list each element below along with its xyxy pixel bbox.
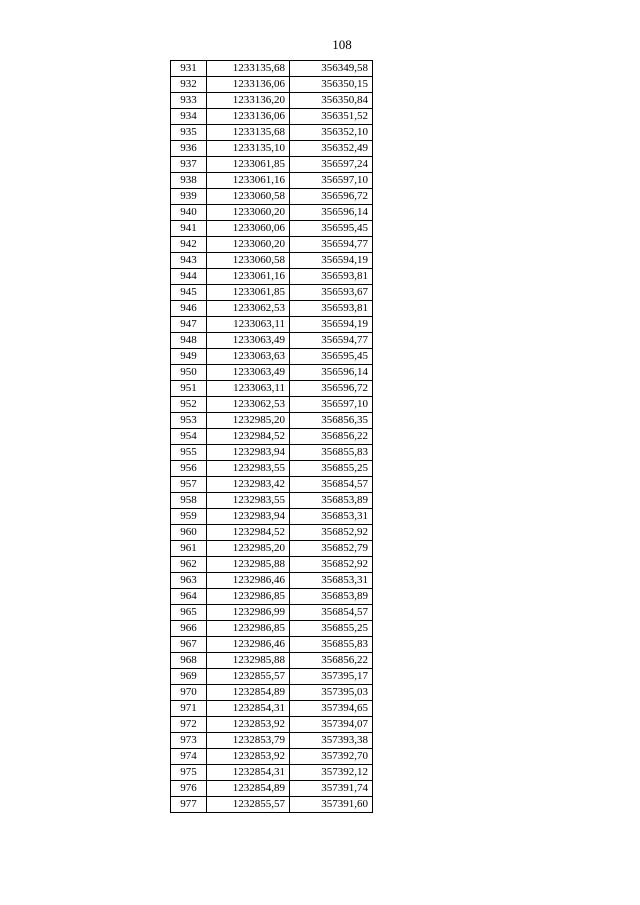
x-coordinate-cell: 1232853,92 xyxy=(207,749,290,765)
point-number-cell: 960 xyxy=(171,525,207,541)
table-row xyxy=(171,125,373,141)
y-coordinate-cell: 356596,14 xyxy=(290,205,373,221)
y-coordinate-cell: 356856,22 xyxy=(290,653,373,669)
point-number-cell: 968 xyxy=(171,653,207,669)
point-number-cell: 940 xyxy=(171,205,207,221)
x-coordinate-cell: 1232983,94 xyxy=(207,445,290,461)
y-coordinate-cell: 356856,22 xyxy=(290,429,373,445)
x-coordinate-cell: 1233060,58 xyxy=(207,189,290,205)
table-row xyxy=(171,269,373,285)
table-row xyxy=(171,477,373,493)
y-coordinate-cell: 356349,58 xyxy=(290,61,373,77)
x-coordinate-cell: 1233061,16 xyxy=(207,173,290,189)
table-row xyxy=(171,61,373,77)
table-row xyxy=(171,205,373,221)
point-number-cell: 969 xyxy=(171,669,207,685)
x-coordinate-cell: 1233135,10 xyxy=(207,141,290,157)
table-row xyxy=(171,653,373,669)
y-coordinate-cell: 356852,92 xyxy=(290,525,373,541)
table-row xyxy=(171,749,373,765)
table-row xyxy=(171,733,373,749)
y-coordinate-cell: 357392,70 xyxy=(290,749,373,765)
point-number-cell: 976 xyxy=(171,781,207,797)
table-row xyxy=(171,525,373,541)
x-coordinate-cell: 1232986,46 xyxy=(207,637,290,653)
x-coordinate-cell: 1232855,57 xyxy=(207,669,290,685)
x-coordinate-cell: 1233063,49 xyxy=(207,333,290,349)
x-coordinate-cell: 1232986,46 xyxy=(207,573,290,589)
y-coordinate-cell: 356853,89 xyxy=(290,589,373,605)
table-row xyxy=(171,285,373,301)
point-number-cell: 970 xyxy=(171,685,207,701)
y-coordinate-cell: 356597,10 xyxy=(290,397,373,413)
y-coordinate-cell: 356853,31 xyxy=(290,573,373,589)
x-coordinate-cell: 1233063,11 xyxy=(207,317,290,333)
y-coordinate-cell: 356855,83 xyxy=(290,445,373,461)
x-coordinate-cell: 1233060,06 xyxy=(207,221,290,237)
table-row xyxy=(171,765,373,781)
x-coordinate-cell: 1233062,53 xyxy=(207,397,290,413)
y-coordinate-cell: 356855,83 xyxy=(290,637,373,653)
table-row xyxy=(171,605,373,621)
point-number-cell: 965 xyxy=(171,605,207,621)
x-coordinate-cell: 1233135,68 xyxy=(207,61,290,77)
point-number-cell: 939 xyxy=(171,189,207,205)
point-number-cell: 972 xyxy=(171,717,207,733)
point-number-cell: 942 xyxy=(171,237,207,253)
point-number-cell: 947 xyxy=(171,317,207,333)
table-row xyxy=(171,445,373,461)
table-row xyxy=(171,173,373,189)
point-number-cell: 944 xyxy=(171,269,207,285)
y-coordinate-cell: 357392,12 xyxy=(290,765,373,781)
point-number-cell: 934 xyxy=(171,109,207,125)
table-row xyxy=(171,77,373,93)
point-number-cell: 962 xyxy=(171,557,207,573)
x-coordinate-cell: 1232984,52 xyxy=(207,525,290,541)
x-coordinate-cell: 1233136,20 xyxy=(207,93,290,109)
x-coordinate-cell: 1232986,85 xyxy=(207,589,290,605)
point-number-cell: 933 xyxy=(171,93,207,109)
point-number-cell: 974 xyxy=(171,749,207,765)
point-number-cell: 949 xyxy=(171,349,207,365)
table-row xyxy=(171,589,373,605)
y-coordinate-cell: 356855,25 xyxy=(290,461,373,477)
point-number-cell: 964 xyxy=(171,589,207,605)
y-coordinate-cell: 356596,72 xyxy=(290,189,373,205)
table-row xyxy=(171,509,373,525)
x-coordinate-cell: 1233062,53 xyxy=(207,301,290,317)
point-number-cell: 956 xyxy=(171,461,207,477)
y-coordinate-cell: 356595,45 xyxy=(290,221,373,237)
y-coordinate-cell: 356854,57 xyxy=(290,605,373,621)
y-coordinate-cell: 356350,84 xyxy=(290,93,373,109)
x-coordinate-cell: 1232983,94 xyxy=(207,509,290,525)
y-coordinate-cell: 356594,19 xyxy=(290,253,373,269)
y-coordinate-cell: 356597,24 xyxy=(290,157,373,173)
x-coordinate-cell: 1232983,42 xyxy=(207,477,290,493)
x-coordinate-cell: 1233061,85 xyxy=(207,285,290,301)
x-coordinate-cell: 1232983,55 xyxy=(207,493,290,509)
x-coordinate-cell: 1232853,79 xyxy=(207,733,290,749)
y-coordinate-cell: 356597,10 xyxy=(290,173,373,189)
table-row xyxy=(171,717,373,733)
table-row xyxy=(171,429,373,445)
point-number-cell: 958 xyxy=(171,493,207,509)
y-coordinate-cell: 356352,49 xyxy=(290,141,373,157)
point-number-cell: 957 xyxy=(171,477,207,493)
x-coordinate-cell: 1233135,68 xyxy=(207,125,290,141)
point-number-cell: 941 xyxy=(171,221,207,237)
point-number-cell: 935 xyxy=(171,125,207,141)
y-coordinate-cell: 356593,67 xyxy=(290,285,373,301)
y-coordinate-cell: 357391,74 xyxy=(290,781,373,797)
y-coordinate-cell: 356594,77 xyxy=(290,333,373,349)
point-number-cell: 931 xyxy=(171,61,207,77)
point-number-cell: 948 xyxy=(171,333,207,349)
y-coordinate-cell: 356596,72 xyxy=(290,381,373,397)
y-coordinate-cell: 356351,52 xyxy=(290,109,373,125)
table-row xyxy=(171,109,373,125)
point-number-cell: 943 xyxy=(171,253,207,269)
point-number-cell: 955 xyxy=(171,445,207,461)
x-coordinate-cell: 1232855,57 xyxy=(207,797,290,813)
y-coordinate-cell: 356852,79 xyxy=(290,541,373,557)
table-row xyxy=(171,381,373,397)
table-row xyxy=(171,349,373,365)
coordinates-table xyxy=(170,60,373,813)
table-row xyxy=(171,221,373,237)
y-coordinate-cell: 356593,81 xyxy=(290,301,373,317)
table-row xyxy=(171,701,373,717)
x-coordinate-cell: 1232985,20 xyxy=(207,413,290,429)
y-coordinate-cell: 357394,65 xyxy=(290,701,373,717)
point-number-cell: 959 xyxy=(171,509,207,525)
y-coordinate-cell: 356856,35 xyxy=(290,413,373,429)
x-coordinate-cell: 1233136,06 xyxy=(207,109,290,125)
table-row xyxy=(171,621,373,637)
y-coordinate-cell: 357393,38 xyxy=(290,733,373,749)
point-number-cell: 953 xyxy=(171,413,207,429)
table-row xyxy=(171,141,373,157)
x-coordinate-cell: 1233060,20 xyxy=(207,205,290,221)
point-number-cell: 946 xyxy=(171,301,207,317)
point-number-cell: 951 xyxy=(171,381,207,397)
y-coordinate-cell: 357395,03 xyxy=(290,685,373,701)
point-number-cell: 975 xyxy=(171,765,207,781)
table-row xyxy=(171,461,373,477)
table-row xyxy=(171,669,373,685)
x-coordinate-cell: 1232985,20 xyxy=(207,541,290,557)
y-coordinate-cell: 356852,92 xyxy=(290,557,373,573)
table-row xyxy=(171,797,373,813)
table-row xyxy=(171,365,373,381)
table-row xyxy=(171,685,373,701)
table-row xyxy=(171,541,373,557)
x-coordinate-cell: 1232984,52 xyxy=(207,429,290,445)
table-row xyxy=(171,189,373,205)
x-coordinate-cell: 1232854,31 xyxy=(207,765,290,781)
y-coordinate-cell: 357394,07 xyxy=(290,717,373,733)
table-row xyxy=(171,333,373,349)
table-row xyxy=(171,237,373,253)
table-row xyxy=(171,317,373,333)
x-coordinate-cell: 1233136,06 xyxy=(207,77,290,93)
y-coordinate-cell: 357391,60 xyxy=(290,797,373,813)
table-row xyxy=(171,413,373,429)
y-coordinate-cell: 356855,25 xyxy=(290,621,373,637)
table-row xyxy=(171,157,373,173)
y-coordinate-cell: 356593,81 xyxy=(290,269,373,285)
x-coordinate-cell: 1232986,99 xyxy=(207,605,290,621)
table-row xyxy=(171,493,373,509)
page-number: 108 xyxy=(332,37,352,52)
x-coordinate-cell: 1233060,58 xyxy=(207,253,290,269)
y-coordinate-cell: 356350,15 xyxy=(290,77,373,93)
x-coordinate-cell: 1233060,20 xyxy=(207,237,290,253)
point-number-cell: 932 xyxy=(171,77,207,93)
x-coordinate-cell: 1232854,31 xyxy=(207,701,290,717)
x-coordinate-cell: 1233063,49 xyxy=(207,365,290,381)
y-coordinate-cell: 356352,10 xyxy=(290,125,373,141)
y-coordinate-cell: 356594,19 xyxy=(290,317,373,333)
table-row xyxy=(171,301,373,317)
x-coordinate-cell: 1232854,89 xyxy=(207,781,290,797)
point-number-cell: 973 xyxy=(171,733,207,749)
y-coordinate-cell: 356595,45 xyxy=(290,349,373,365)
table-row xyxy=(171,781,373,797)
y-coordinate-cell: 356854,57 xyxy=(290,477,373,493)
x-coordinate-cell: 1233063,11 xyxy=(207,381,290,397)
point-number-cell: 977 xyxy=(171,797,207,813)
x-coordinate-cell: 1232983,55 xyxy=(207,461,290,477)
table-row xyxy=(171,557,373,573)
x-coordinate-cell: 1233063,63 xyxy=(207,349,290,365)
y-coordinate-cell: 357395,17 xyxy=(290,669,373,685)
x-coordinate-cell: 1232854,89 xyxy=(207,685,290,701)
y-coordinate-cell: 356596,14 xyxy=(290,365,373,381)
point-number-cell: 961 xyxy=(171,541,207,557)
point-number-cell: 966 xyxy=(171,621,207,637)
point-number-cell: 963 xyxy=(171,573,207,589)
table-row xyxy=(171,253,373,269)
table-row xyxy=(171,93,373,109)
point-number-cell: 937 xyxy=(171,157,207,173)
x-coordinate-cell: 1233061,16 xyxy=(207,269,290,285)
y-coordinate-cell: 356853,31 xyxy=(290,509,373,525)
point-number-cell: 950 xyxy=(171,365,207,381)
point-number-cell: 938 xyxy=(171,173,207,189)
y-coordinate-cell: 356594,77 xyxy=(290,237,373,253)
x-coordinate-cell: 1233061,85 xyxy=(207,157,290,173)
table-row xyxy=(171,637,373,653)
table-row xyxy=(171,397,373,413)
table-row xyxy=(171,573,373,589)
point-number-cell: 945 xyxy=(171,285,207,301)
x-coordinate-cell: 1232985,88 xyxy=(207,653,290,669)
y-coordinate-cell: 356853,89 xyxy=(290,493,373,509)
x-coordinate-cell: 1232853,92 xyxy=(207,717,290,733)
point-number-cell: 936 xyxy=(171,141,207,157)
x-coordinate-cell: 1232986,85 xyxy=(207,621,290,637)
point-number-cell: 954 xyxy=(171,429,207,445)
x-coordinate-cell: 1232985,88 xyxy=(207,557,290,573)
coordinates-table-body xyxy=(171,61,373,813)
point-number-cell: 967 xyxy=(171,637,207,653)
point-number-cell: 971 xyxy=(171,701,207,717)
point-number-cell: 952 xyxy=(171,397,207,413)
